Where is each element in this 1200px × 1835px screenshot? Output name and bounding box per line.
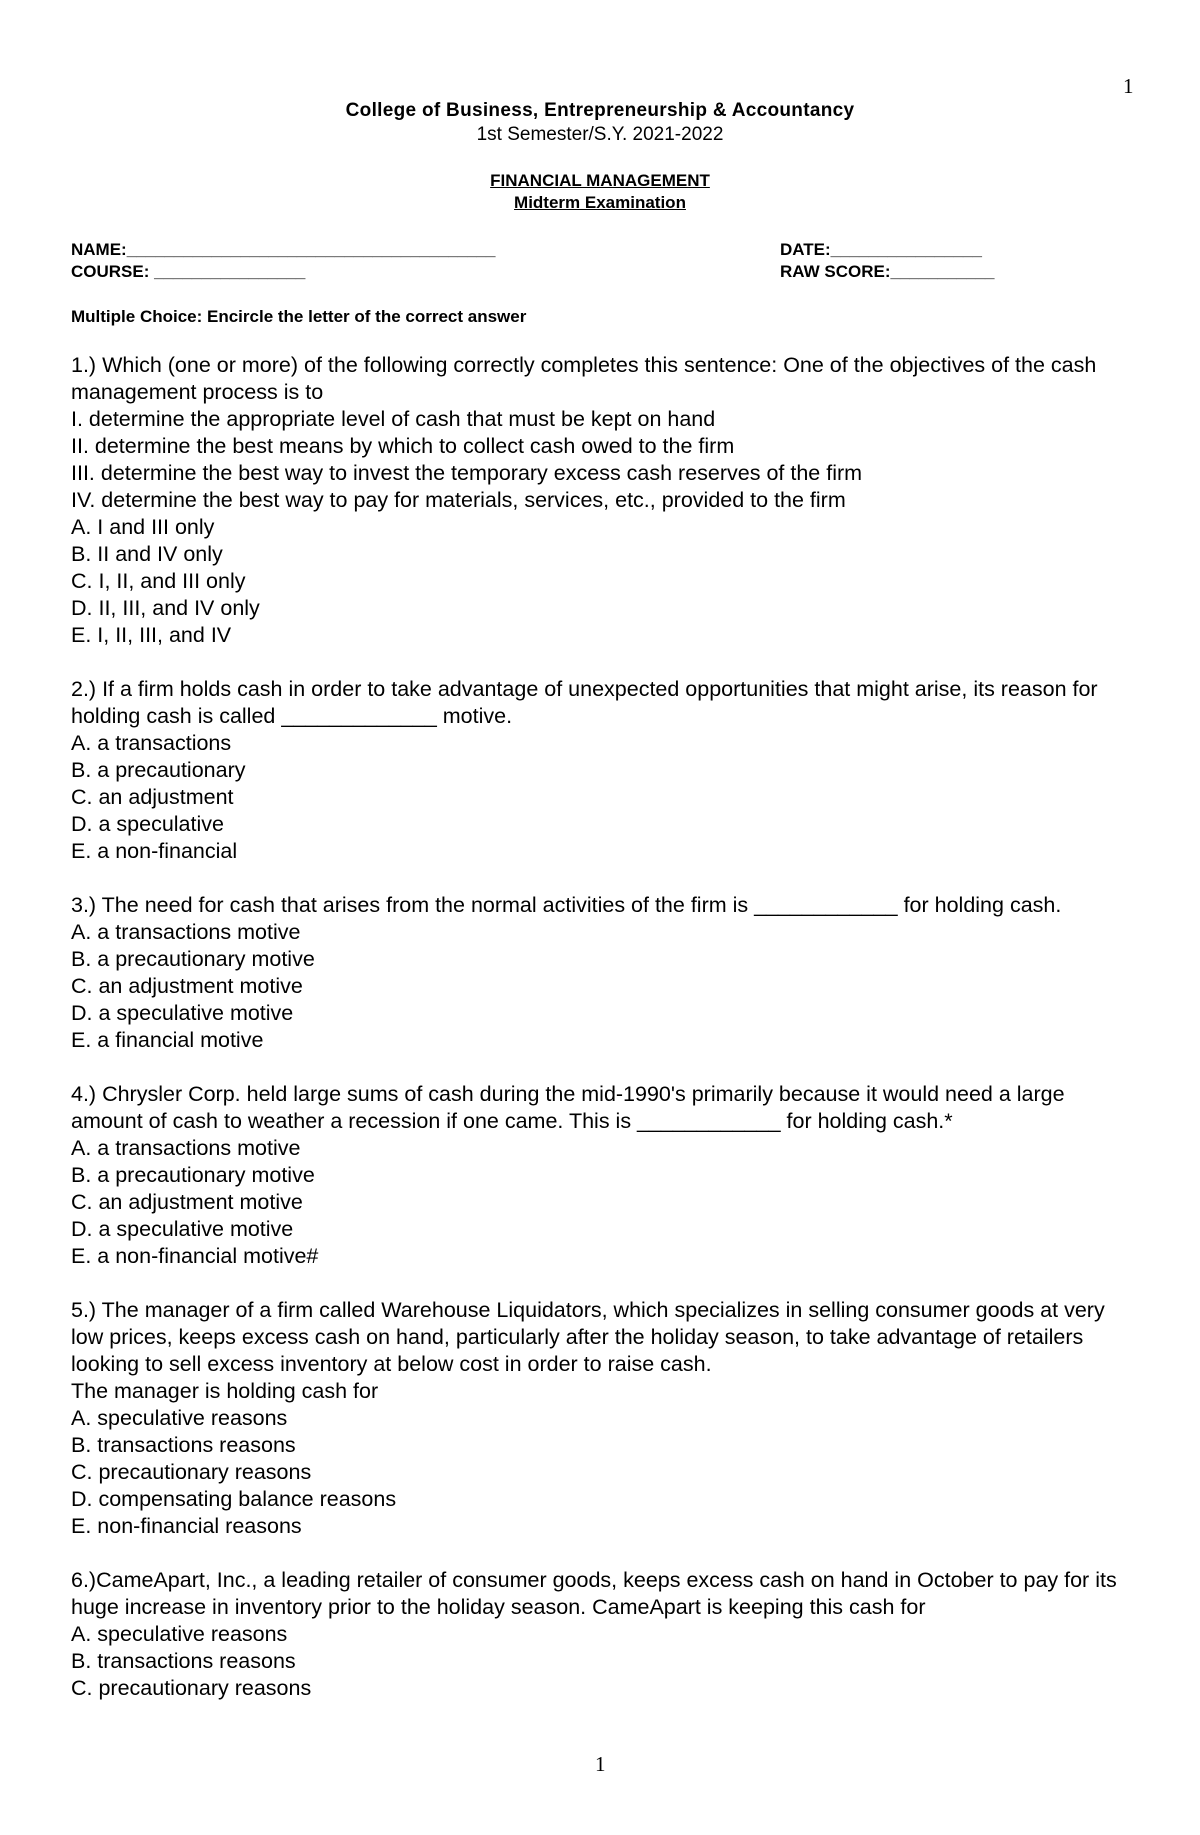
answer-choice[interactable]: D. II, III, and IV only	[71, 596, 260, 620]
question-stem: 6.)CameApart, Inc., a leading retailer of consumer goods, keeps excess cash on hand in October to pay for its huge increase in inventory prior to the holiday season. CameApart is keeping this cash for	[71, 1568, 1117, 1619]
answer-choice[interactable]: B. II and IV only	[71, 542, 223, 566]
question-6	[71, 1567, 1131, 1702]
college-name: College of Business, Entrepreneurship & Accountancy	[345, 100, 855, 121]
answer-choice[interactable]: E. a non-financial	[71, 839, 238, 863]
question-stem: 5.) The manager of a firm called Warehouse Liquidators, which specializes in selling consumer goods at very low prices, keeps excess cash on hand, particularly after the holiday season, to take advantage of retailers looking to sell excess inventory at below cost in order to raise cash.	[71, 1298, 1105, 1376]
answer-choice[interactable]: D. compensating balance reasons	[71, 1487, 397, 1511]
answer-choice[interactable]: A. speculative reasons	[71, 1622, 288, 1646]
answer-choice[interactable]: C. an adjustment	[71, 785, 234, 809]
question-5	[71, 1297, 1131, 1540]
answer-choice[interactable]: B. a precautionary motive	[71, 1163, 315, 1187]
answer-choice[interactable]: A. a transactions motive	[71, 920, 301, 944]
question-4	[71, 1081, 1131, 1270]
answer-choice[interactable]: A. speculative reasons	[71, 1406, 288, 1430]
question-statement: II. determine the best means by which to collect cash owed to the firm	[71, 434, 735, 458]
date-field[interactable]: DATE:________________	[780, 240, 982, 259]
answer-choice[interactable]: C. I, II, and III only	[71, 569, 246, 593]
semester-line: 1st Semester/S.Y. 2021-2022	[476, 124, 724, 145]
answer-choice[interactable]: A. a transactions motive	[71, 1136, 301, 1160]
answer-choice[interactable]: C. precautionary reasons	[71, 1460, 312, 1484]
course-field[interactable]: COURSE: ________________	[71, 262, 306, 281]
answer-choice[interactable]: E. I, II, III, and IV	[71, 623, 232, 647]
question-stem: 3.) The need for cash that arises from the normal activities of the firm is ____________ for holding cash.	[71, 893, 1062, 917]
page-number-bottom: 1	[595, 1752, 606, 1776]
answer-choice[interactable]: E. non-financial reasons	[71, 1514, 302, 1538]
question-stem: 2.) If a firm holds cash in order to take advantage of unexpected opportunities that might arise, its reason for holding cash is called _____________ motive.	[71, 677, 1098, 728]
answer-choice[interactable]: A. I and III only	[71, 515, 215, 539]
answer-choice[interactable]: B. a precautionary	[71, 758, 246, 782]
question-statement: III. determine the best way to invest the temporary excess cash reserves of the firm	[71, 461, 863, 485]
answer-choice[interactable]: B. transactions reasons	[71, 1433, 296, 1457]
instructions: Multiple Choice: Encircle the letter of the correct answer	[71, 307, 527, 326]
question-list	[71, 352, 1131, 1729]
answer-choice[interactable]: B. a precautionary motive	[71, 947, 315, 971]
answer-choice[interactable]: E. a financial motive	[71, 1028, 264, 1052]
answer-choice[interactable]: E. a non-financial motive#	[71, 1244, 319, 1268]
answer-choice[interactable]: D. a speculative motive	[71, 1001, 294, 1025]
page-number-top: 1	[1123, 74, 1134, 98]
answer-choice[interactable]: D. a speculative motive	[71, 1217, 294, 1241]
question-1	[71, 352, 1131, 649]
raw-score-field[interactable]: RAW SCORE:___________	[780, 262, 995, 281]
question-statement: The manager is holding cash for	[71, 1379, 379, 1403]
name-field[interactable]: NAME:_______________________________________	[71, 240, 496, 259]
answer-choice[interactable]: A. a transactions	[71, 731, 232, 755]
question-3	[71, 892, 1131, 1054]
answer-choice[interactable]: B. transactions reasons	[71, 1649, 296, 1673]
answer-choice[interactable]: C. precautionary reasons	[71, 1676, 312, 1700]
question-statement: IV. determine the best way to pay for materials, services, etc., provided to the firm	[71, 488, 846, 512]
question-statement: I. determine the appropriate level of cash that must be kept on hand	[71, 407, 716, 431]
question-stem: 1.) Which (one or more) of the following correctly completes this sentence: One of the objectives of the cash management process is to	[71, 353, 1097, 404]
answer-choice[interactable]: C. an adjustment motive	[71, 1190, 303, 1214]
course-title: FINANCIAL MANAGEMENT	[490, 171, 710, 190]
answer-choice[interactable]: C. an adjustment motive	[71, 974, 303, 998]
exam-title: Midterm Examination	[514, 193, 686, 212]
question-2	[71, 676, 1131, 865]
answer-choice[interactable]: D. a speculative	[71, 812, 224, 836]
question-stem: 4.) Chrysler Corp. held large sums of cash during the mid-1990's primarily because it would need a large amount of cash to weather a recession if one came. This is ____________ for holding cash.*	[71, 1082, 1065, 1133]
